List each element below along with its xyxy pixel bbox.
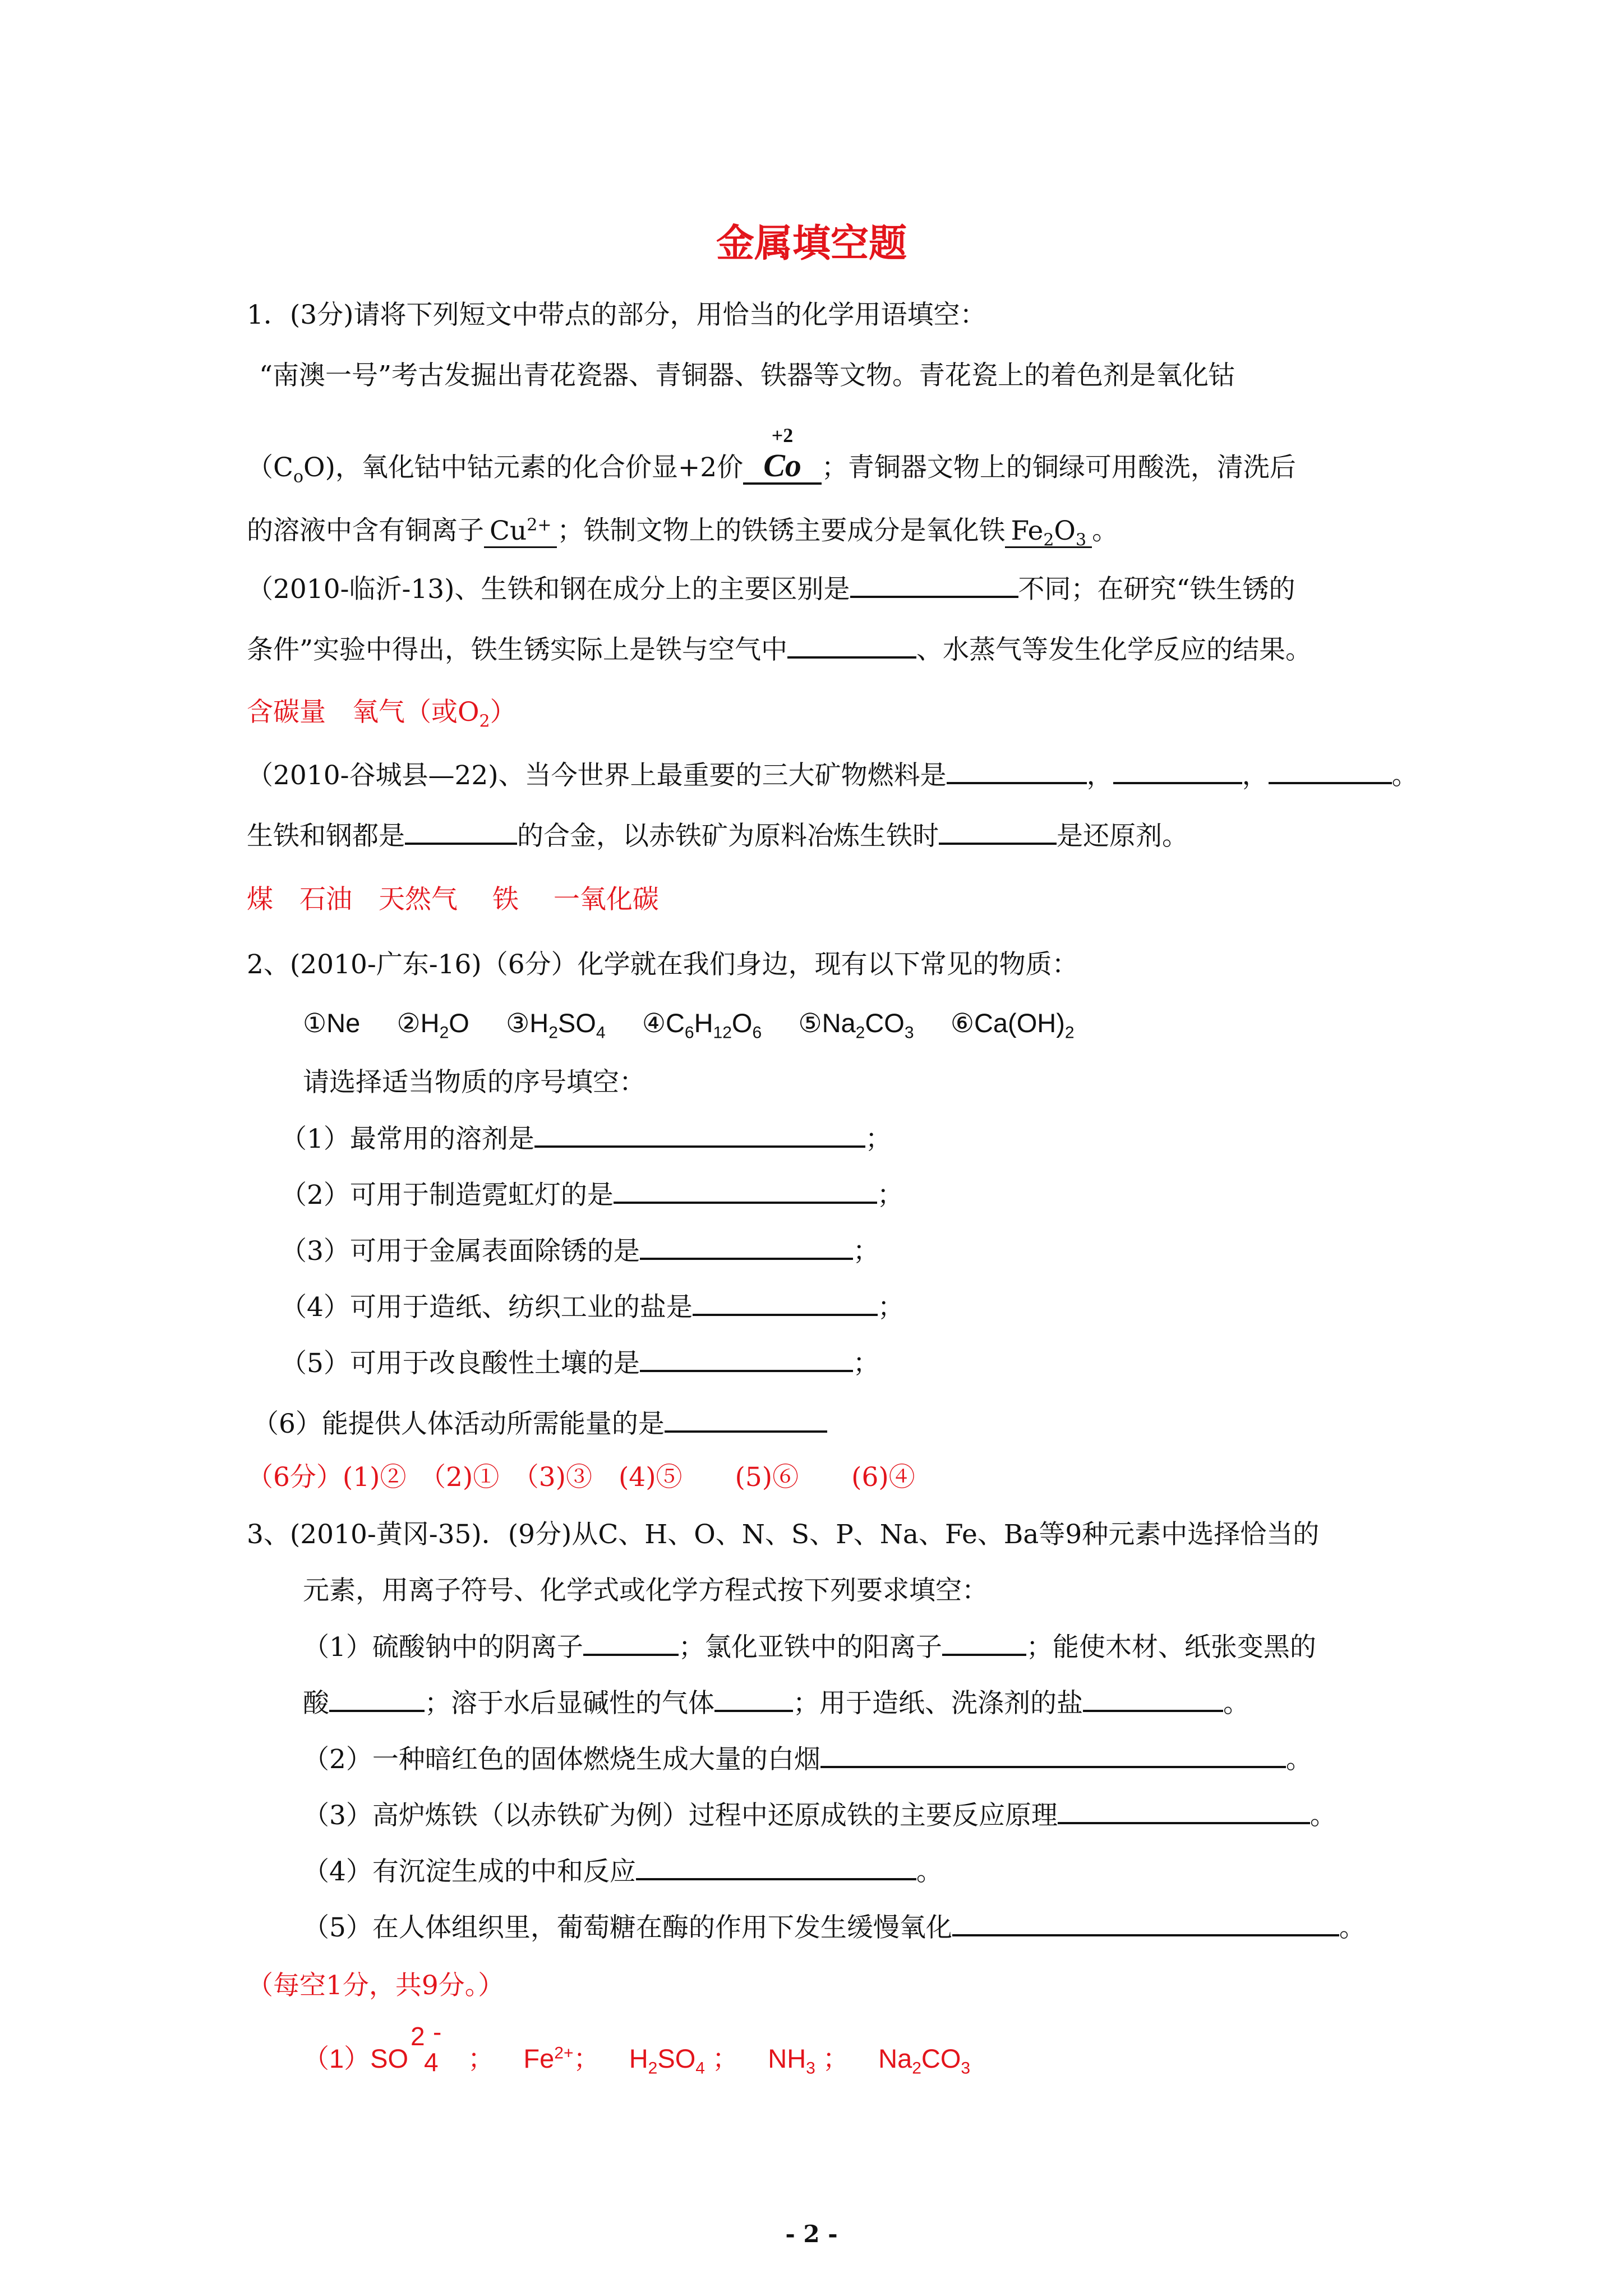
q3-heading-line2: 元素，用离子符号、化学式或化学方程式按下列要求填空： <box>303 1575 988 1606</box>
answer-blank[interactable] <box>820 1742 1286 1768</box>
q1-paragraph-line2: $(C_oO)$，氧化钴中钴元素的化合价显+2价 +2 Co ；青铜器文物上的铜绿可用酸洗，清洗后 <box>247 424 1296 487</box>
gucheng-answer: 煤 石油 天然气 铁 一氧化碳 <box>247 884 659 915</box>
q2-sub4: （4）可用于造纸、纺织工业的盐是 ； <box>280 1290 904 1324</box>
answer-blank[interactable] <box>952 1911 1339 1936</box>
answer-blank[interactable] <box>714 1686 793 1712</box>
answer-blank[interactable] <box>665 1407 827 1433</box>
answer-blank[interactable] <box>1058 1798 1310 1824</box>
q2-sub6: （6）能提供人体活动所需能量的是 <box>252 1407 827 1441</box>
q2-sub1: （1）最常用的溶剂是 ； <box>280 1122 892 1156</box>
q2-sub2: （2）可用于制造霓虹灯的是 ； <box>280 1178 903 1212</box>
substance-h2so4: $③H_2SO_4$ <box>506 1008 606 1042</box>
q3-sub1-line1: （1）硫酸钠中的阴离子 ；氯化亚铁中的阳离子 ；能使木材、纸张变黑的 <box>303 1630 1316 1664</box>
substance-ne: ①Ne <box>303 1008 361 1038</box>
q3-sub3: （3）高炉炼铁（以赤铁矿为例）过程中还原成铁的主要反应原理 。 <box>303 1798 1336 1833</box>
linyi-answer: 含碳量 氧气（或$O_2$） <box>247 697 517 731</box>
substance-na2co3: $⑤Na_2CO_3$ <box>798 1008 914 1042</box>
answer-blank[interactable] <box>405 819 517 845</box>
answer-blank[interactable] <box>947 758 1087 784</box>
linyi-question-line2: 条件”实验中得出，铁生锈实际上是铁与空气中 、水蒸气等发生化学反应的结果。 <box>247 633 1312 667</box>
answer-blank[interactable] <box>850 572 1018 598</box>
q3-answer-line: （1）SO 2 - 4 ； $Fe^{2+}$； $H_2SO_4$ ； $NH_3$ ； $Na_2CO_3$ <box>303 2017 971 2078</box>
q3-heading: 3、(2010-黄冈-35)．(9分)从C、H、O、N、S、P、Na、Fe、Ba等9种元素中选择恰当的 <box>247 1519 1320 1550</box>
q1-paragraph-line1: “南澳一号”考古发掘出青花瓷器、青铜器、铁器等文物。青花瓷上的着色剂是氧化钴 <box>259 360 1235 391</box>
answer-blank[interactable] <box>787 633 916 659</box>
gucheng-question-line1: （2010-谷城县—22)、当今世界上最重要的三大矿物燃料是 ， ， 。 <box>247 758 1418 793</box>
answer-blank[interactable] <box>534 1122 865 1148</box>
page-number: - 2 - <box>785 2220 838 2248</box>
sulfate-ion: 2 - 4 <box>411 2017 442 2077</box>
answer-blank[interactable] <box>942 1630 1026 1656</box>
answer-blank[interactable] <box>329 1686 425 1712</box>
page-title: 金属填空题 <box>716 222 907 266</box>
cobalt-valence-answer: +2 Co <box>743 449 822 485</box>
iron-oxide-answer: $Fe_2O_3$ <box>1005 516 1092 548</box>
q2-sub5: （5）可用于改良酸性土壤的是 ； <box>280 1346 879 1381</box>
answer-blank[interactable] <box>614 1178 877 1204</box>
substance-h2o: $②H_2O$ <box>396 1008 469 1042</box>
substance-glucose: $④C_6H_{12}O_6$ <box>642 1008 762 1042</box>
answer-blank[interactable] <box>693 1290 878 1316</box>
q2-substance-list <box>303 1006 1075 1050</box>
q1-heading: 1．(3分)请将下列短文中带点的部分，用恰当的化学用语填空： <box>247 300 986 330</box>
answer-blank[interactable] <box>636 1855 916 1880</box>
copper-ion-answer: $Cu^{2+}$ <box>484 516 557 548</box>
q2-heading: 2、(2010-广东-16)（6分）化学就在我们身边，现有以下常见的物质： <box>247 949 1078 980</box>
q2-answer: （6分）(1)② （2)① （3)③ (4)⑤ (5)⑥ (6)④ <box>247 1462 915 1493</box>
q3-sub5: （5）在人体组织里，葡萄糖在酶的作用下发生缓慢氧化 。 <box>303 1911 1366 1945</box>
gucheng-question-line2: 生铁和钢都是 的合金，以赤铁矿为原料冶炼生铁时 是还原剂。 <box>247 819 1188 853</box>
q3-sub1-line2: 酸 ；溶于水后显碱性的气体 ；用于造纸、洗涤剂的盐 。 <box>303 1686 1249 1720</box>
q3-sub4: （4）有沉淀生成的中和反应 。 <box>303 1855 943 1889</box>
answer-blank[interactable] <box>640 1346 853 1372</box>
answer-blank[interactable] <box>1269 758 1392 784</box>
answer-blank[interactable] <box>939 819 1057 845</box>
answer-blank[interactable] <box>1113 758 1242 784</box>
q2-instruction: 请选择适当物质的序号填空： <box>303 1067 645 1098</box>
linyi-question-line1: （2010-临沂-13)、生铁和钢在成分上的主要区别是 不同；在研究“铁生锈的 <box>247 572 1295 606</box>
substance-caoh2: $⑥Ca(OH)_2$ <box>950 1008 1075 1042</box>
answer-blank[interactable] <box>583 1630 679 1656</box>
answer-blank[interactable] <box>640 1234 853 1260</box>
q1-paragraph-line3: 的溶液中含有铜离子 $Cu^{2+}$ ；铁制文物上的铁锈主要成分是氧化铁 $Fe_2O_3$ 。 <box>247 515 1119 550</box>
q3-answer-heading: （每空1分，共9分。） <box>247 1970 505 2001</box>
q3-sub2: （2）一种暗红色的固体燃烧生成大量的白烟 。 <box>303 1742 1312 1777</box>
answer-blank[interactable] <box>1083 1686 1223 1712</box>
q2-sub3: （3）可用于金属表面除锈的是 ； <box>280 1234 879 1268</box>
